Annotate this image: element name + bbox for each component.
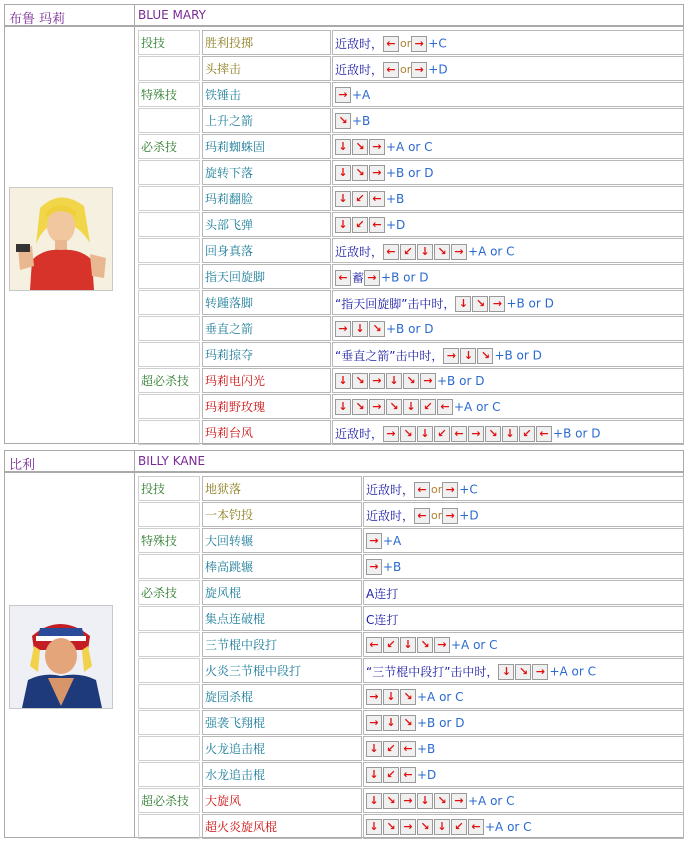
button-input: +B or D	[437, 374, 485, 388]
move-name: 集点连破棍	[202, 606, 362, 631]
command-condition: 近敌时，	[335, 37, 384, 51]
right-arrow-icon: →	[411, 62, 427, 78]
button-input: +D	[459, 508, 479, 523]
portrait-cell	[5, 473, 135, 837]
down-right-arrow-icon: ↘	[383, 819, 399, 835]
move-row	[135, 316, 684, 342]
button-input: +C	[459, 482, 478, 497]
move-row	[135, 476, 684, 502]
right-arrow-icon: →	[335, 87, 351, 103]
charge-note: 蓄	[352, 271, 365, 285]
move-row	[135, 134, 684, 160]
move-command	[363, 762, 684, 787]
move-name: 胜利投掷	[202, 30, 331, 55]
command-condition: C连打	[366, 613, 399, 627]
move-category	[138, 342, 200, 367]
right-arrow-icon: →	[442, 508, 458, 524]
left-arrow-icon: ←	[414, 508, 430, 524]
move-category: 特殊技	[138, 528, 200, 553]
character-header	[4, 450, 684, 472]
button-input: +B or D	[506, 296, 554, 311]
left-arrow-icon: ←	[451, 426, 467, 442]
command-condition: 近敌时，	[335, 63, 384, 77]
move-name: 玛莉蜘蛛固	[202, 134, 331, 159]
command-condition: “指天回旋脚”击中时，	[335, 297, 456, 311]
down-left-arrow-icon: ↙	[352, 217, 368, 233]
move-name: 玛莉电闪光	[202, 368, 331, 393]
move-row	[135, 212, 684, 238]
down-arrow-icon: ↓	[386, 373, 402, 389]
move-row	[135, 238, 684, 264]
move-row	[135, 710, 684, 736]
button-input: +A or C	[386, 140, 433, 154]
move-row	[135, 528, 684, 554]
button-input: +D	[386, 218, 406, 232]
down-left-arrow-icon: ↙	[519, 426, 535, 442]
down-arrow-icon: ↓	[366, 767, 382, 783]
move-name: 垂直之箭	[202, 316, 331, 341]
move-row	[135, 420, 684, 446]
left-arrow-icon: ←	[369, 217, 385, 233]
button-input: +B	[383, 560, 402, 574]
right-arrow-icon: →	[366, 533, 382, 549]
move-category	[138, 420, 200, 445]
down-right-arrow-icon: ↘	[485, 426, 501, 442]
down-right-arrow-icon: ↘	[352, 165, 368, 181]
portrait-cell	[5, 27, 135, 443]
move-command	[363, 684, 684, 709]
move-category	[138, 238, 200, 263]
move-category	[138, 606, 200, 631]
down-arrow-icon: ↓	[417, 793, 433, 809]
right-arrow-icon: →	[443, 348, 459, 364]
right-arrow-icon: →	[369, 373, 385, 389]
button-input: +B or D	[417, 716, 465, 730]
down-right-arrow-icon: ↘	[400, 715, 416, 731]
move-row	[135, 108, 684, 134]
move-category	[138, 684, 200, 709]
move-command	[363, 528, 684, 553]
command-condition: 近敌时，	[335, 245, 384, 259]
button-input: +B	[386, 192, 405, 206]
move-command	[332, 56, 684, 81]
left-arrow-icon: ←	[383, 36, 399, 52]
down-right-arrow-icon: ↘	[403, 373, 419, 389]
down-arrow-icon: ↓	[335, 139, 351, 155]
move-command	[332, 82, 684, 107]
move-command	[332, 30, 684, 55]
character-portrait	[9, 605, 113, 709]
button-input: +A or C	[468, 244, 515, 259]
down-right-arrow-icon: ↘	[477, 348, 493, 364]
down-arrow-icon: ↓	[352, 321, 368, 337]
button-input: +B or D	[386, 166, 434, 180]
down-arrow-icon: ↓	[383, 689, 399, 705]
right-arrow-icon: →	[468, 426, 484, 442]
move-command	[332, 212, 684, 237]
button-input: +B or D	[386, 322, 434, 336]
down-left-arrow-icon: ↙	[420, 399, 436, 415]
down-right-arrow-icon: ↘	[434, 793, 450, 809]
character-name-cn: 布鲁 玛莉	[9, 12, 66, 27]
move-name: 棒高跳辗	[202, 554, 362, 579]
move-category	[138, 394, 200, 419]
move-name: 转踵落脚	[202, 290, 331, 315]
down-arrow-icon: ↓	[335, 217, 351, 233]
right-arrow-icon: →	[420, 373, 436, 389]
down-arrow-icon: ↓	[366, 819, 382, 835]
move-name: 超火炎旋风棍	[202, 814, 362, 839]
move-command	[332, 186, 684, 211]
move-category	[138, 290, 200, 315]
move-command	[363, 502, 684, 527]
move-category: 超必杀技	[138, 788, 200, 813]
down-right-arrow-icon: ↘	[352, 373, 368, 389]
down-left-arrow-icon: ↙	[434, 426, 450, 442]
move-command	[332, 394, 684, 419]
move-category	[138, 736, 200, 761]
move-row	[135, 82, 684, 108]
move-name: 玛莉野玫瑰	[202, 394, 331, 419]
button-input: +B or D	[553, 426, 601, 441]
down-arrow-icon: ↓	[403, 399, 419, 415]
move-command	[332, 160, 684, 185]
down-right-arrow-icon: ↘	[400, 689, 416, 705]
move-name: 玛莉掠夺	[202, 342, 331, 367]
move-category: 投技	[138, 476, 200, 501]
down-arrow-icon: ↓	[460, 348, 476, 364]
button-input: +A or C	[549, 664, 596, 679]
or-separator: or	[400, 37, 412, 50]
down-left-arrow-icon: ↙	[352, 191, 368, 207]
move-name: 上升之箭	[202, 108, 331, 133]
right-arrow-icon: →	[364, 270, 380, 286]
move-command	[363, 814, 684, 839]
move-command	[363, 554, 684, 579]
move-command	[363, 710, 684, 735]
down-right-arrow-icon: ↘	[472, 296, 488, 312]
move-category	[138, 212, 200, 237]
move-command	[332, 420, 684, 445]
down-arrow-icon: ↓	[417, 426, 433, 442]
character-header	[4, 4, 684, 26]
right-arrow-icon: →	[383, 426, 399, 442]
move-name: 头摔击	[202, 56, 331, 81]
left-arrow-icon: ←	[400, 741, 416, 757]
down-right-arrow-icon: ↘	[434, 244, 450, 260]
move-name: 水龙追击棍	[202, 762, 362, 787]
move-row	[135, 788, 684, 814]
button-input: +B or D	[494, 348, 542, 363]
button-input: +A or C	[451, 638, 498, 652]
move-row	[135, 580, 684, 606]
left-arrow-icon: ←	[335, 270, 351, 286]
move-name: 旋园杀棍	[202, 684, 362, 709]
down-right-arrow-icon: ↘	[352, 399, 368, 415]
move-command	[363, 476, 684, 501]
moves-table	[4, 472, 684, 838]
move-row	[135, 606, 684, 632]
button-input: +D	[428, 62, 448, 77]
move-command	[332, 342, 684, 367]
down-arrow-icon: ↓	[383, 715, 399, 731]
or-separator: or	[400, 63, 412, 76]
left-arrow-icon: ←	[414, 482, 430, 498]
move-row	[135, 502, 684, 528]
left-arrow-icon: ←	[366, 637, 382, 653]
down-arrow-icon: ↓	[434, 819, 450, 835]
left-arrow-icon: ←	[536, 426, 552, 442]
right-arrow-icon: →	[369, 399, 385, 415]
move-category	[138, 108, 200, 133]
left-arrow-icon: ←	[383, 244, 399, 260]
down-left-arrow-icon: ↙	[451, 819, 467, 835]
move-row	[135, 658, 684, 684]
or-separator: or	[431, 509, 443, 522]
move-category	[138, 186, 200, 211]
button-input: +A	[383, 534, 402, 548]
move-row	[135, 264, 684, 290]
move-name: 玛莉翻脸	[202, 186, 331, 211]
move-name: 火龙追击棍	[202, 736, 362, 761]
move-category	[138, 658, 200, 683]
button-input: +A or C	[417, 690, 464, 704]
down-right-arrow-icon: ↘	[400, 426, 416, 442]
moves-table	[4, 26, 684, 444]
move-category	[138, 56, 200, 81]
move-category	[138, 160, 200, 185]
move-command	[363, 658, 684, 683]
left-arrow-icon: ←	[400, 767, 416, 783]
move-row	[135, 368, 684, 394]
right-arrow-icon: →	[366, 559, 382, 575]
down-arrow-icon: ↓	[366, 793, 382, 809]
move-category: 投技	[138, 30, 200, 55]
move-name: 旋转下落	[202, 160, 331, 185]
move-category	[138, 632, 200, 657]
character-name-cn: 比利	[9, 458, 36, 473]
down-right-arrow-icon: ↘	[335, 113, 351, 129]
move-row	[135, 814, 684, 840]
right-arrow-icon: →	[400, 793, 416, 809]
right-arrow-icon: →	[369, 165, 385, 181]
move-category	[138, 264, 200, 289]
move-command	[332, 134, 684, 159]
character-name-en: BLUE MARY	[138, 8, 206, 22]
down-arrow-icon: ↓	[400, 637, 416, 653]
down-right-arrow-icon: ↘	[386, 399, 402, 415]
command-condition: “三节棍中段打”击中时，	[366, 665, 499, 679]
move-category: 特殊技	[138, 82, 200, 107]
command-condition: A连打	[366, 587, 399, 601]
right-arrow-icon: →	[400, 819, 416, 835]
move-row	[135, 186, 684, 212]
move-command	[363, 606, 684, 631]
button-input: +B	[417, 742, 436, 756]
right-arrow-icon: →	[451, 793, 467, 809]
move-command	[363, 788, 684, 813]
right-arrow-icon: →	[369, 139, 385, 155]
down-arrow-icon: ↓	[417, 244, 433, 260]
move-name: 铁锤击	[202, 82, 331, 107]
move-category	[138, 710, 200, 735]
right-arrow-icon: →	[411, 36, 427, 52]
down-left-arrow-icon: ↙	[383, 767, 399, 783]
move-name: 旋风棍	[202, 580, 362, 605]
character-portrait	[9, 187, 113, 291]
right-arrow-icon: →	[335, 321, 351, 337]
down-left-arrow-icon: ↙	[383, 637, 399, 653]
move-command	[363, 632, 684, 657]
move-name: 强袭飞翔棍	[202, 710, 362, 735]
move-row	[135, 736, 684, 762]
right-arrow-icon: →	[442, 482, 458, 498]
move-name: 大旋风	[202, 788, 362, 813]
down-arrow-icon: ↓	[366, 741, 382, 757]
move-category	[138, 316, 200, 341]
button-input: +A or C	[485, 820, 532, 834]
move-command	[332, 264, 684, 289]
command-condition: 近敌时，	[366, 509, 415, 523]
right-arrow-icon: →	[489, 296, 505, 312]
move-command	[332, 316, 684, 341]
down-left-arrow-icon: ↙	[400, 244, 416, 260]
move-name: 玛莉台风	[202, 420, 331, 445]
button-input: +C	[428, 36, 447, 51]
move-category	[138, 502, 200, 527]
down-right-arrow-icon: ↘	[383, 793, 399, 809]
button-input: +D	[417, 768, 437, 782]
down-right-arrow-icon: ↘	[369, 321, 385, 337]
button-input: +A or C	[468, 794, 515, 808]
character-name-en: BILLY KANE	[138, 454, 206, 468]
move-row	[135, 160, 684, 186]
down-right-arrow-icon: ↘	[417, 637, 433, 653]
move-row	[135, 554, 684, 580]
right-arrow-icon: →	[366, 715, 382, 731]
move-name: 三节棍中段打	[202, 632, 362, 657]
move-name: 火炎三节棍中段打	[202, 658, 362, 683]
button-input: +B or D	[381, 270, 429, 285]
move-name: 回身真落	[202, 238, 331, 263]
move-category	[138, 762, 200, 787]
move-command	[332, 238, 684, 263]
move-command	[363, 736, 684, 761]
move-command	[332, 368, 684, 393]
button-input: +A or C	[454, 400, 501, 414]
down-left-arrow-icon: ↙	[383, 741, 399, 757]
right-arrow-icon: →	[451, 244, 467, 260]
move-name: 一本钓投	[202, 502, 362, 527]
left-arrow-icon: ←	[437, 399, 453, 415]
right-arrow-icon: →	[532, 664, 548, 680]
move-command	[332, 290, 684, 315]
right-arrow-icon: →	[434, 637, 450, 653]
left-arrow-icon: ←	[468, 819, 484, 835]
command-condition: 近敌时，	[335, 427, 384, 441]
button-input: +B	[352, 114, 371, 128]
down-arrow-icon: ↓	[502, 426, 518, 442]
down-arrow-icon: ↓	[335, 191, 351, 207]
down-arrow-icon: ↓	[335, 373, 351, 389]
command-condition: 近敌时，	[366, 483, 415, 497]
move-row	[135, 684, 684, 710]
or-separator: or	[431, 483, 443, 496]
button-input: +A	[352, 88, 371, 102]
move-row	[135, 394, 684, 420]
command-condition: “垂直之箭”击中时，	[335, 349, 444, 363]
down-arrow-icon: ↓	[455, 296, 471, 312]
left-arrow-icon: ←	[369, 191, 385, 207]
move-row	[135, 290, 684, 316]
move-row	[135, 56, 684, 82]
move-category: 必杀技	[138, 134, 200, 159]
move-command	[332, 108, 684, 133]
move-name: 大回转辗	[202, 528, 362, 553]
move-command	[363, 580, 684, 605]
move-name: 地狱落	[202, 476, 362, 501]
move-category	[138, 554, 200, 579]
left-arrow-icon: ←	[383, 62, 399, 78]
move-category: 超必杀技	[138, 368, 200, 393]
move-category: 必杀技	[138, 580, 200, 605]
down-arrow-icon: ↓	[335, 165, 351, 181]
move-row	[135, 762, 684, 788]
down-right-arrow-icon: ↘	[515, 664, 531, 680]
down-arrow-icon: ↓	[335, 399, 351, 415]
down-arrow-icon: ↓	[498, 664, 514, 680]
move-name: 指天回旋脚	[202, 264, 331, 289]
move-row	[135, 30, 684, 56]
down-right-arrow-icon: ↘	[417, 819, 433, 835]
down-right-arrow-icon: ↘	[352, 139, 368, 155]
move-row	[135, 342, 684, 368]
right-arrow-icon: →	[366, 689, 382, 705]
move-category	[138, 814, 200, 839]
move-row	[135, 632, 684, 658]
move-name: 头部飞弹	[202, 212, 331, 237]
